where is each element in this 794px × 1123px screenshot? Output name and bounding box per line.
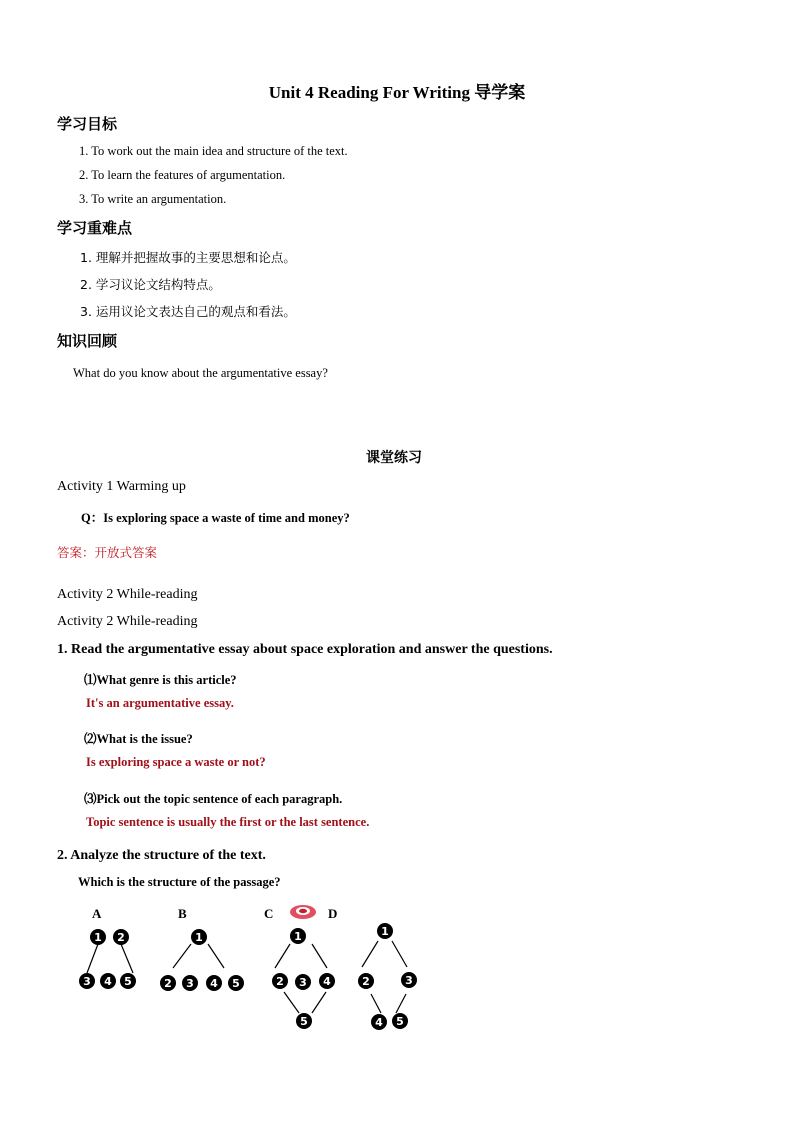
structure-node-number: 5 [124, 975, 132, 988]
connector-line [208, 944, 224, 968]
structure-node [272, 973, 288, 989]
structure-node [371, 1014, 387, 1030]
structure-node-number: 3 [405, 974, 413, 987]
structure-node-number: 2 [164, 977, 172, 990]
connector-line [396, 994, 406, 1013]
structure-node-number: 4 [210, 977, 218, 990]
structure-node-number: 3 [83, 975, 91, 988]
structure-node [319, 973, 335, 989]
connector-line [275, 944, 290, 968]
objective-item: 1. To work out the main idea and structure of the text. [79, 144, 348, 158]
connector-line [362, 941, 378, 967]
structure-node [191, 929, 207, 945]
answer-1: It's an argumentative essay. [86, 696, 234, 710]
activity2-title: Activity 2 While-reading [57, 614, 198, 629]
connector-line [121, 944, 133, 973]
structure-node-number: 1 [195, 931, 203, 944]
task1-instruction: 1. Read the argumentative essay about space exploration and answer the questions. [57, 642, 553, 657]
activity1-title: Activity 1 Warming up [57, 479, 186, 494]
activity1-question: Q：Is exploring space a waste of time and money? [81, 511, 350, 525]
structure-node-number: 3 [299, 976, 307, 989]
key-point-item: 3. 运用议论文表达自己的观点和看法。 [80, 304, 296, 319]
structure-node [358, 973, 374, 989]
structure-node [206, 975, 222, 991]
task2-question: Which is the structure of the passage? [78, 875, 281, 889]
structure-node [377, 923, 393, 939]
decorative-stamp-icon [290, 905, 316, 919]
structure-node [120, 973, 136, 989]
option-d-label: D [328, 906, 338, 921]
structure-node-number: 4 [104, 975, 112, 988]
structure-node [392, 1013, 408, 1029]
answer-3: Topic sentence is usually the first or the last sentence. [86, 815, 370, 829]
connector-line [312, 944, 327, 968]
structure-node [295, 974, 311, 990]
answer-2: Is exploring space a waste or not? [86, 755, 266, 769]
connector-line [87, 944, 98, 973]
key-point-item: 1. 理解并把握故事的主要思想和论点。 [80, 250, 296, 265]
objective-item: 3. To write an argumentation. [79, 192, 227, 206]
objectives-heading: 学习目标 [57, 115, 118, 133]
structure-node [401, 972, 417, 988]
connector-line [392, 941, 407, 967]
activity2-title: Activity 2 While-reading [57, 587, 198, 602]
question-1: ⑴What genre is this article? [84, 673, 237, 687]
structure-node-number: 1 [94, 931, 102, 944]
structure-node [113, 929, 129, 945]
structure-node [90, 929, 106, 945]
structure-node-number: 5 [300, 1015, 308, 1028]
structure-node-number: 2 [362, 975, 370, 988]
structure-node [228, 975, 244, 991]
activity1-answer: 答案：开放式答案 [57, 545, 158, 560]
structure-node [100, 973, 116, 989]
option-a-label: A [92, 906, 102, 921]
connector-line [173, 944, 191, 968]
structure-node [160, 975, 176, 991]
review-question: What do you know about the argumentative essay? [73, 366, 328, 380]
connector-line [371, 994, 381, 1013]
key-point-item: 2. 学习议论文结构特点。 [80, 277, 221, 292]
practice-heading: 课堂练习 [366, 450, 422, 466]
structure-node [290, 928, 306, 944]
review-heading: 知识回顾 [57, 332, 118, 350]
structure-node [182, 975, 198, 991]
objective-item: 2. To learn the features of argumentation. [79, 168, 286, 182]
structure-node [296, 1013, 312, 1029]
structure-node-number: 2 [276, 975, 284, 988]
structure-node-number: 5 [396, 1015, 404, 1028]
option-b-label: B [178, 906, 187, 921]
option-c-label: C [264, 906, 274, 921]
structure-node-number: 1 [381, 925, 389, 938]
page-title: Unit 4 Reading For Writing 导学案 [268, 83, 526, 102]
structure-node [79, 973, 95, 989]
structure-node-number: 3 [186, 977, 194, 990]
connector-line [284, 992, 299, 1013]
task2-instruction: 2. Analyze the structure of the text. [57, 848, 266, 863]
structure-node-number: 4 [323, 975, 331, 988]
structure-node-number: 1 [294, 930, 302, 943]
structure-node-number: 4 [375, 1016, 383, 1029]
structure-node-number: 5 [232, 977, 240, 990]
structure-node-number: 2 [117, 931, 125, 944]
key-points-heading: 学习重难点 [57, 219, 133, 237]
question-3: ⑶Pick out the topic sentence of each paragraph. [84, 792, 343, 806]
question-2: ⑵What is the issue? [84, 732, 193, 746]
connector-line [312, 992, 326, 1013]
